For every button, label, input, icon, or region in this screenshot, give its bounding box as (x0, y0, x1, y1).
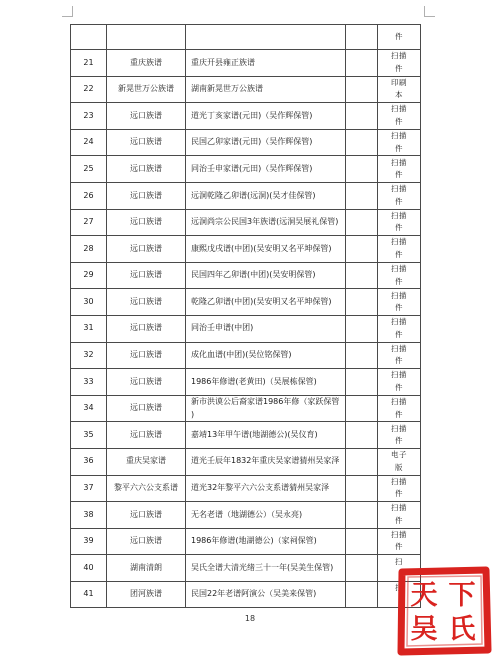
type-line: 扫描 (391, 157, 407, 167)
type-cell (378, 369, 421, 396)
title-cell (186, 262, 346, 289)
row-number-cell: 39 (71, 528, 107, 555)
title-line: 吴氏全谱大清光绪三十一年(吴美生保管) (191, 562, 334, 572)
title-cell (186, 182, 346, 209)
type-cell (378, 236, 421, 263)
table-row-continued (71, 25, 421, 50)
title-line: 湖南新晃世万公族谱 (191, 84, 263, 94)
surname-cell: 新晃世万公族谱 (107, 76, 186, 103)
title-cell (186, 422, 346, 449)
cell-empty (107, 25, 186, 50)
type-cell (378, 448, 421, 475)
cell-empty (346, 342, 378, 369)
title-line: 无名老谱（地湖德公）（吴永亮) (191, 509, 303, 519)
row-number-cell: 22 (71, 76, 107, 103)
surname-cell: 远口族谱 (107, 369, 186, 396)
title-line: 乾隆乙卯谱(中团)(吴安明又名平坤保管) (191, 296, 332, 306)
type-line: 扫描 (391, 397, 407, 407)
title-cell (186, 369, 346, 396)
title-line: 1986年修谱(地湖德公)（家祠保管) (191, 536, 317, 546)
type-cell (378, 528, 421, 555)
table-row (71, 315, 421, 342)
title-line: 道光丁亥家谱(元田)（吴作辉保管) (191, 110, 313, 120)
title-line: 同治壬申谱(中团) (191, 323, 254, 333)
type-line: 扫描 (391, 51, 407, 61)
type-line: 件 (395, 196, 403, 206)
table-row (71, 475, 421, 502)
title-cell (186, 236, 346, 263)
table-row (71, 50, 421, 77)
cell-empty (346, 262, 378, 289)
seal-char: 天 (410, 580, 438, 611)
row-number-cell: 31 (71, 315, 107, 342)
row-number-cell: 25 (71, 156, 107, 183)
type-line: 扫描 (391, 343, 407, 353)
cell-empty (346, 422, 378, 449)
type-line: 扫 (395, 583, 403, 593)
row-number-cell: 35 (71, 422, 107, 449)
type-line: 扫描 (391, 529, 407, 539)
title-line: 新市洪谟公后裔家谱1986年修（家跃保管 (191, 397, 340, 407)
table-row (71, 528, 421, 555)
type-line: 件 (395, 329, 403, 339)
cell-empty (346, 76, 378, 103)
type-cell (378, 262, 421, 289)
type-line: 扫描 (391, 237, 407, 247)
type-cell: 件 (378, 25, 421, 50)
type-cell (378, 315, 421, 342)
cell-empty (346, 528, 378, 555)
title-cell (186, 209, 346, 236)
surname-cell: 湖南清朗 (107, 555, 186, 582)
table-row (71, 262, 421, 289)
surname-cell: 远口族谱 (107, 528, 186, 555)
type-line: 件 (395, 303, 403, 313)
table-row (71, 555, 421, 582)
type-cell (378, 182, 421, 209)
cell-empty (346, 555, 378, 582)
table-row (71, 369, 421, 396)
type-line: 件 (395, 382, 403, 392)
cell-empty (186, 25, 346, 50)
crop-mark-top-right (424, 6, 435, 17)
type-line: 扫描 (391, 370, 407, 380)
type-line: 件 (395, 515, 403, 525)
title-cell (186, 502, 346, 529)
table-row (71, 448, 421, 475)
type-line: 电子 (391, 450, 407, 460)
page-number: 18 (244, 614, 256, 623)
table-row (71, 129, 421, 156)
cell-empty (346, 581, 378, 608)
title-cell (186, 76, 346, 103)
cell-empty (346, 236, 378, 263)
title-line: 同治壬申家谱(元田)（吴作辉保管) (191, 163, 313, 173)
type-line: 件 (395, 249, 403, 259)
surname-cell: 黎平六六公支系谱 (107, 475, 186, 502)
surname-cell: 团河族谱 (107, 581, 186, 608)
title-line: 民国乙卯家谱(元田)（吴作辉保管) (191, 137, 313, 147)
row-number-cell: 27 (71, 209, 107, 236)
type-line: 扫描 (391, 210, 407, 220)
seal-stamp (396, 566, 492, 656)
type-line: 扫描 (391, 290, 407, 300)
table-row (71, 156, 421, 183)
title-line: 道光32年黎平六六公支系谱猜州吴家泽 (191, 483, 330, 493)
surname-cell: 远口族谱 (107, 502, 186, 529)
table-body (71, 25, 421, 608)
type-line: 扫 (395, 556, 403, 566)
type-line: 件 (395, 356, 403, 366)
table-row (71, 182, 421, 209)
title-line: 嘉靖13年甲午谱(地湖德公)(吴仪育) (191, 429, 318, 439)
type-cell (378, 76, 421, 103)
row-number-cell: 32 (71, 342, 107, 369)
cell-empty (346, 103, 378, 130)
type-line: 扫描 (391, 264, 407, 274)
type-line: 件 (395, 542, 403, 552)
type-line: 扫描 (391, 503, 407, 513)
type-cell (378, 209, 421, 236)
type-line: 件 (395, 223, 403, 233)
row-number-cell: 38 (71, 502, 107, 529)
title-line: 道光壬辰年1832年重庆吴家谱猜州吴家泽 (191, 456, 340, 466)
type-line: 件 (395, 436, 403, 446)
title-line: 1986年修谱(老黄田)（吴展栋保管) (191, 376, 317, 386)
table-row (71, 289, 421, 316)
title-cell (186, 156, 346, 183)
table-row (71, 581, 421, 608)
type-cell (378, 342, 421, 369)
title-line: 民国22年老谱阿演公（吴美来保管) (191, 589, 317, 599)
cell-empty (71, 25, 107, 50)
row-number-cell: 37 (71, 475, 107, 502)
type-line: 扫描 (391, 131, 407, 141)
surname-cell: 远口族谱 (107, 156, 186, 183)
type-cell (378, 156, 421, 183)
type-cell (378, 129, 421, 156)
cell-empty (346, 475, 378, 502)
type-cell (378, 502, 421, 529)
cell-empty (346, 129, 378, 156)
surname-cell: 远口族谱 (107, 236, 186, 263)
title-cell (186, 342, 346, 369)
row-number-cell: 28 (71, 236, 107, 263)
title-line: 成化血谱(中团)(吴位铭保管) (191, 350, 292, 360)
surname-cell: 远口族谱 (107, 342, 186, 369)
title-cell (186, 129, 346, 156)
type-cell (378, 50, 421, 77)
type-cell (378, 475, 421, 502)
surname-cell: 远口族谱 (107, 262, 186, 289)
table-row (71, 76, 421, 103)
row-number-cell: 29 (71, 262, 107, 289)
surname-cell: 远口族谱 (107, 315, 186, 342)
title-line: 康熙戊戌谱(中团)(吴安明又名平坤保管) (191, 243, 332, 253)
table-row (71, 395, 421, 422)
title-cell (186, 315, 346, 342)
type-line: 印刷 (391, 77, 407, 87)
type-line: 件 (395, 116, 403, 126)
table-row (71, 342, 421, 369)
type-line: 件 (395, 170, 403, 180)
type-line: 件 (395, 409, 403, 419)
row-number-cell: 21 (71, 50, 107, 77)
row-number-cell: 30 (71, 289, 107, 316)
cell-empty (346, 25, 378, 50)
cell-empty (346, 502, 378, 529)
table-row (71, 103, 421, 130)
title-cell (186, 103, 346, 130)
cell-empty (346, 182, 378, 209)
type-line: 件 (395, 276, 403, 286)
type-line: 版 (395, 462, 403, 472)
seal-char: 下 (448, 580, 476, 611)
table-row (71, 209, 421, 236)
type-cell (378, 103, 421, 130)
table-row (71, 236, 421, 263)
title-cell (186, 395, 346, 422)
type-line: 件 (395, 489, 403, 499)
cell-empty (346, 209, 378, 236)
surname-cell: 远口族谱 (107, 289, 186, 316)
table-row (71, 502, 421, 529)
title-cell (186, 475, 346, 502)
type-line: 扫描 (391, 104, 407, 114)
title-cell (186, 528, 346, 555)
surname-cell: 重庆族谱 (107, 50, 186, 77)
title-line: 远洞乾隆乙卯谱(远洞)(吴才佳保管) (191, 190, 316, 200)
cell-empty (346, 289, 378, 316)
title-cell (186, 448, 346, 475)
type-cell (378, 289, 421, 316)
type-cell (378, 422, 421, 449)
title-line: ) (191, 409, 195, 419)
type-line: 本 (395, 90, 403, 100)
seal-char: 吴 (410, 614, 438, 645)
cell-empty (346, 395, 378, 422)
title-cell (186, 581, 346, 608)
crop-mark-top-left (62, 6, 73, 17)
type-cell (378, 395, 421, 422)
row-number-cell: 23 (71, 103, 107, 130)
surname-cell: 远口族谱 (107, 422, 186, 449)
title-cell (186, 50, 346, 77)
title-line: 民国四年乙卯谱(中团)(吴安明保管) (191, 270, 316, 280)
row-number-cell: 33 (71, 369, 107, 396)
row-number-cell: 40 (71, 555, 107, 582)
type-line: 扫描 (391, 317, 407, 327)
type-line: 扫描 (391, 423, 407, 433)
type-line: 扫描 (391, 184, 407, 194)
title-cell (186, 555, 346, 582)
cell-empty (346, 156, 378, 183)
cell-empty (346, 315, 378, 342)
surname-cell: 远口族谱 (107, 395, 186, 422)
surname-cell: 远口族谱 (107, 103, 186, 130)
genealogy-table (70, 24, 421, 608)
title-line: 重庆开县雍正族谱 (191, 57, 255, 67)
surname-cell: 远口族谱 (107, 129, 186, 156)
row-number-cell: 34 (71, 395, 107, 422)
title-line: 远洞尚宗公民国3年族谱(远洞吴展礼保管) (191, 217, 339, 227)
title-cell (186, 289, 346, 316)
table-row (71, 422, 421, 449)
cell-empty (346, 369, 378, 396)
type-line: 件 (395, 63, 403, 73)
cell-empty (346, 448, 378, 475)
row-number-cell: 41 (71, 581, 107, 608)
cell-empty (346, 50, 378, 77)
surname-cell: 远口族谱 (107, 182, 186, 209)
row-number-cell: 26 (71, 182, 107, 209)
surname-cell: 重庆吴家谱 (107, 448, 186, 475)
seal-char: 氏 (448, 614, 476, 645)
row-number-cell: 24 (71, 129, 107, 156)
row-number-cell: 36 (71, 448, 107, 475)
type-line: 扫描 (391, 476, 407, 486)
type-line: 件 (395, 143, 403, 153)
surname-cell: 远口族谱 (107, 209, 186, 236)
